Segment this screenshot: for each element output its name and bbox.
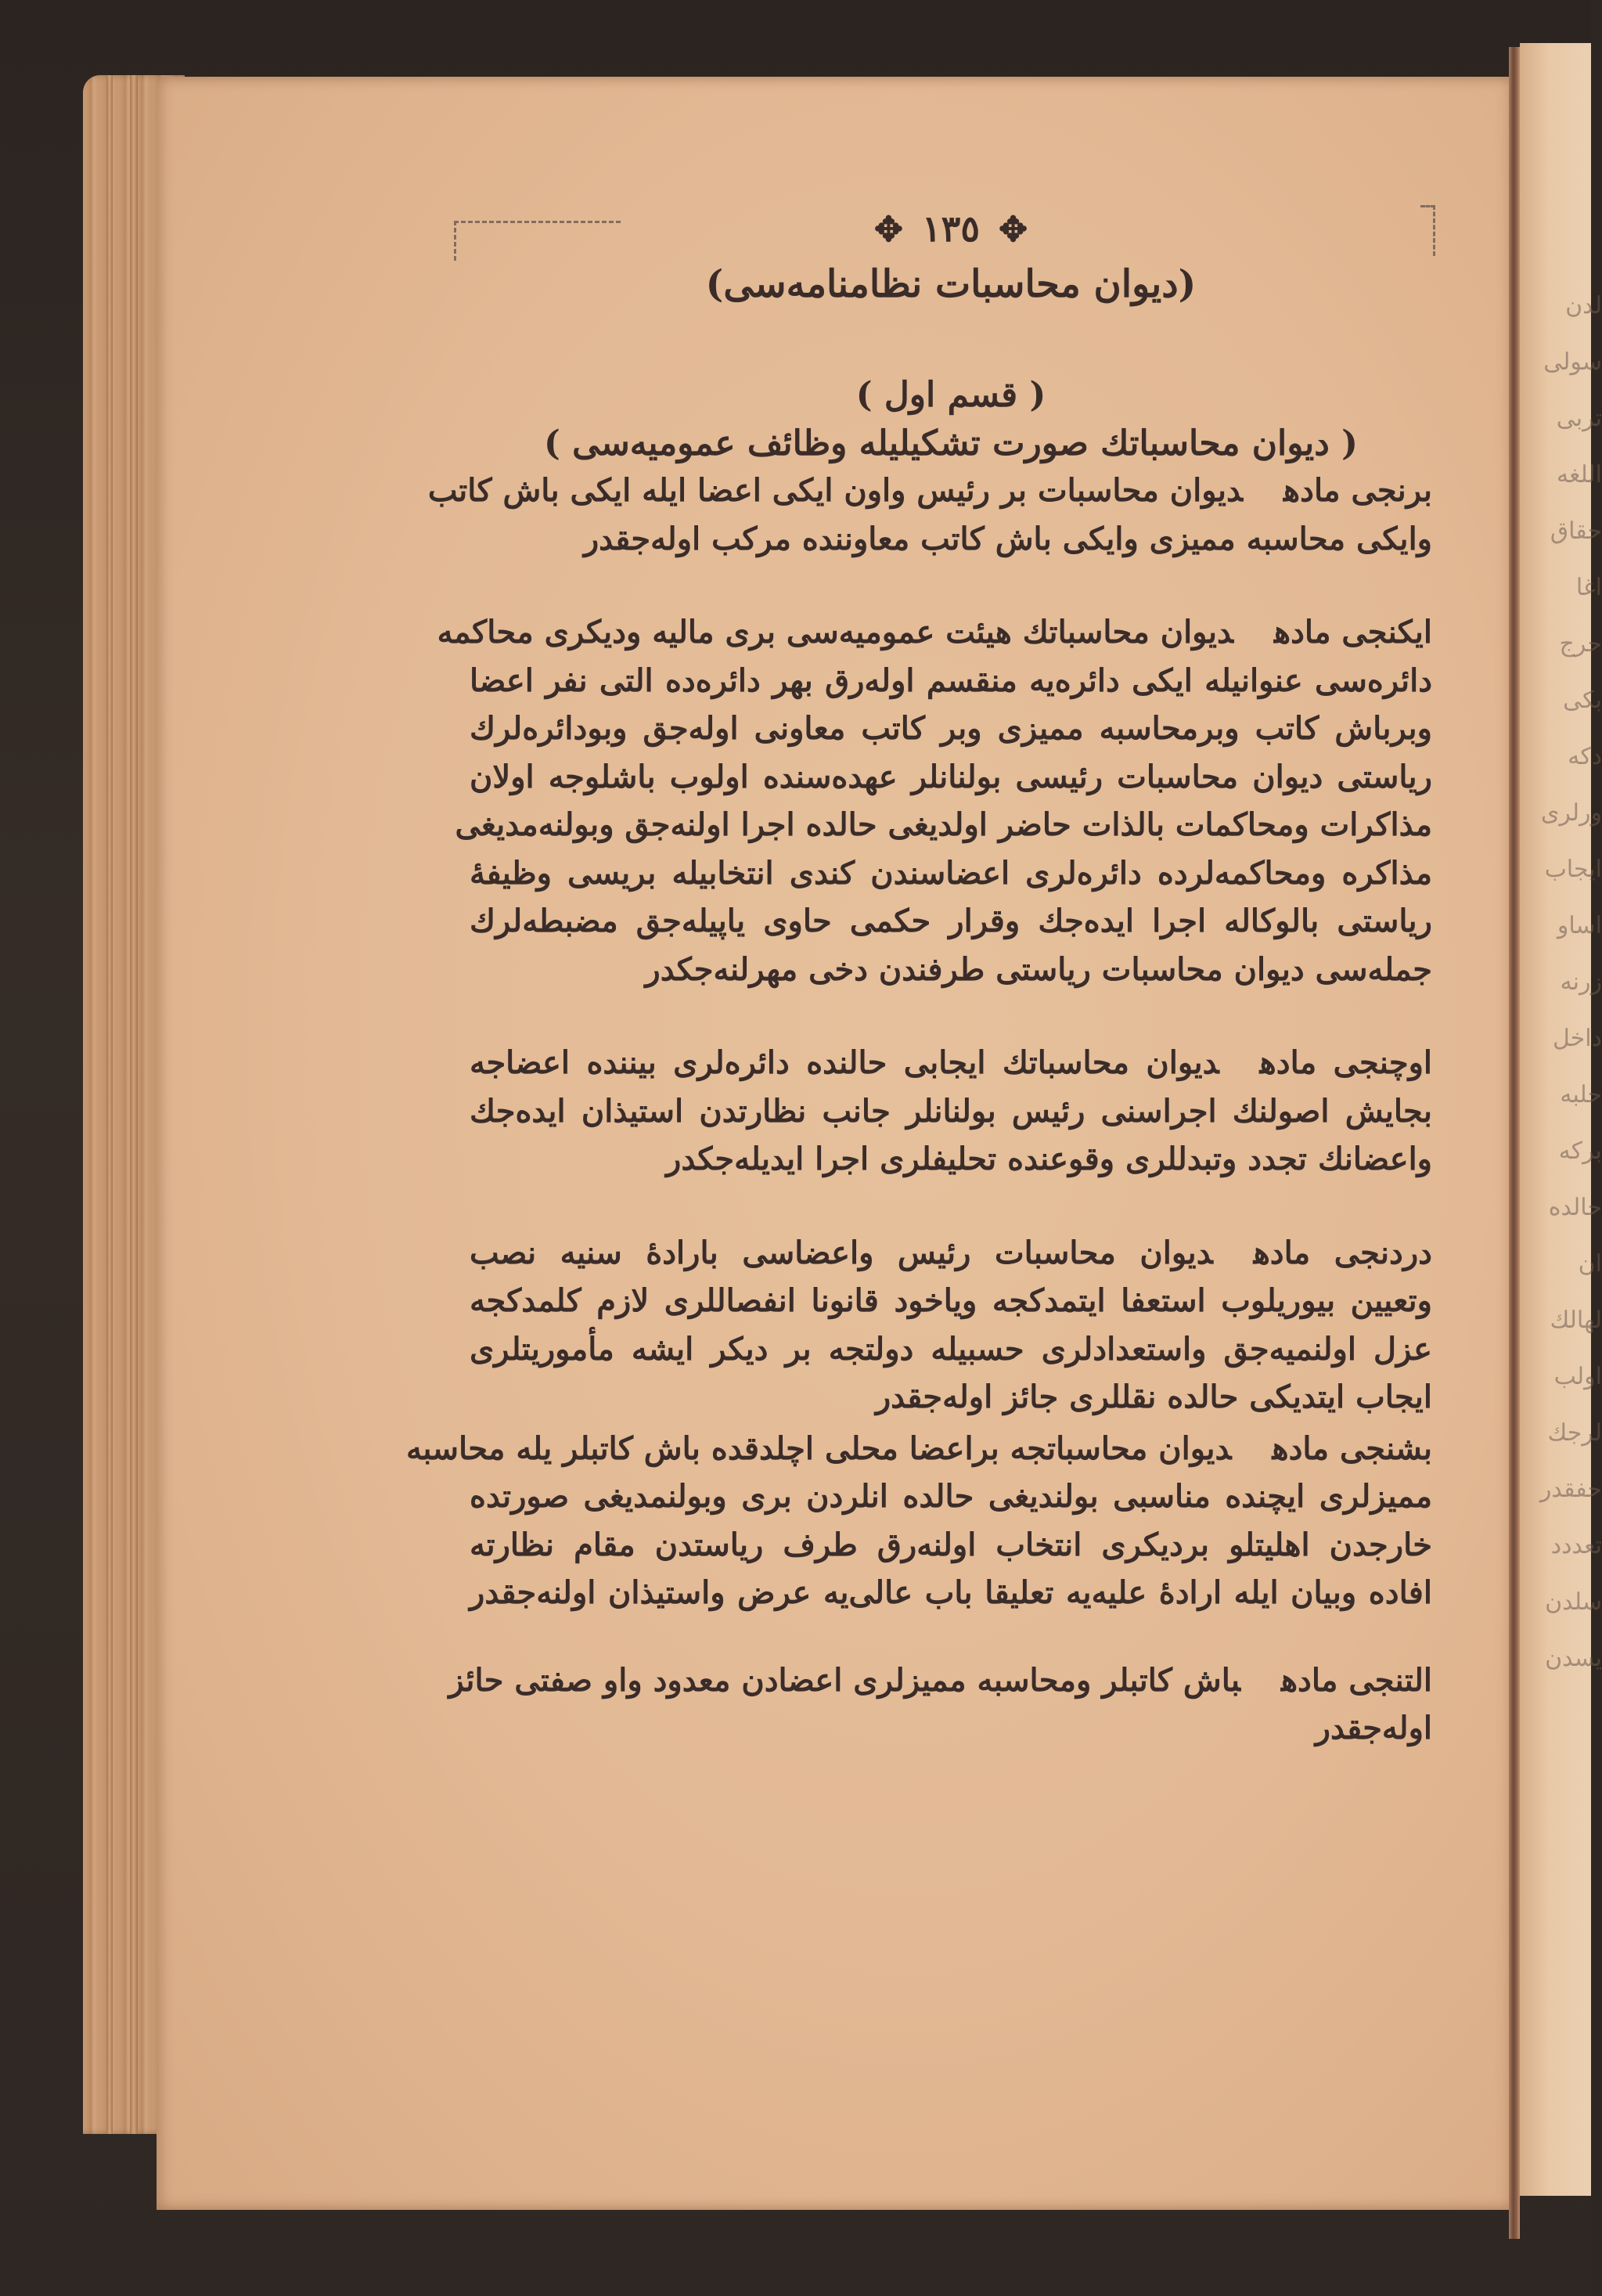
neighbor-page-fragment: لرجك (1547, 1419, 1602, 1447)
neighbor-page-fragment: تربی (1556, 405, 1602, 432)
article-text: دائره‌سی عنوانیله ایكی دائره‌یه منقسم اوله‌رق بهر دائره‌ده التی نفر اعضا (470, 661, 1432, 699)
article-text: وایكی محاسبه ممیزی وایكی باش كاتب معاوننده مركب اوله‌جقدر (583, 520, 1432, 557)
neighbor-page-fragment: حقاق (1550, 517, 1602, 545)
article-line (470, 1039, 1432, 1087)
article-line (437, 608, 1432, 657)
article-text: دیوان محاسباتك ایجابی حالنده دائره‌لری بیننده اعضاجه (470, 1044, 1219, 1081)
article-line (470, 1277, 1432, 1325)
article-text: باش كاتبلر ومحاسبه ممیزلری اعضادن معدود واو صفتی حائز (448, 1661, 1240, 1699)
article-line (455, 801, 1432, 849)
neighbor-page-fragment: دكه (1568, 743, 1602, 770)
article-line (470, 753, 1432, 802)
article-label: بشنجی ماده (1272, 1429, 1432, 1467)
spacer (470, 563, 1432, 608)
article-text: خارجدن اهلیتلو بردیكری انتخاب اولنه‌رق طرف ریاستدن مقام نظارته (470, 1526, 1432, 1563)
spacer (470, 1617, 1432, 1656)
neighbor-page-fragment: حالده (1548, 1194, 1602, 1221)
article-line (470, 705, 1432, 753)
neighbor-page-fragment: بركه (1558, 1137, 1602, 1165)
article-text: جمله‌سی دیوان محاسبات ریاستی طرفندن دخی مهرلنه‌جكدر (645, 950, 1432, 988)
article-line (405, 1425, 1432, 1473)
article-line (470, 1135, 1432, 1184)
neighbor-page-fragment: لهالك (1550, 1307, 1602, 1334)
article-line (470, 897, 1432, 946)
article-line (470, 515, 1432, 564)
article-text: وبرباش كاتب وبرمحاسبه ممیزی وبر كاتب معاونی اوله‌جق وبودائره‌لرك (470, 710, 1432, 747)
article (448, 1656, 1432, 1753)
neighbor-page-fragment: حفقدر (1539, 1476, 1602, 1503)
neighbor-page-fragment: اغا (1575, 574, 1602, 601)
article-text: دیوان محاسبات بر رئیس واون ایكی اعضا ایله ایكی باش كاتب (427, 472, 1244, 509)
article-text: مذاكرات ومحاكمات بالذات حاضر اولدیغی حالده اجرا اولنه‌جق وبولنه‌مدیغی (455, 806, 1432, 843)
page-number: ١٣٥ (921, 207, 981, 250)
neighbor-page-fragment: بكی (1563, 687, 1602, 714)
article-text: دیوان محاسباتجه براعضا محلی اچلدقده باش كاتبلر یله محاسبه (405, 1429, 1232, 1467)
article-line (470, 1521, 1432, 1570)
article-line (470, 1472, 1432, 1521)
neighbor-page-fragment: اولب (1553, 1363, 1602, 1390)
article (405, 1425, 1432, 1617)
neighbor-page-fragment: حرج (1559, 630, 1602, 658)
article-line (470, 1229, 1432, 1278)
article-text: ایجاب ایتدیكی حالده نقللری جائز اوله‌جقدر (875, 1379, 1432, 1415)
article-line (470, 1373, 1432, 1422)
neighbor-page-fragment: سلدن (1545, 1588, 1602, 1616)
neighbor-page-fragment: زرنه (1560, 968, 1602, 996)
section-title: ( قسم اول ) (855, 375, 1046, 415)
article-text: عزل اولنمیه‌جق واستعدادلری حسبیله دولتجه بر دیكر ایشه مأموریتلری (470, 1330, 1432, 1368)
article-line (470, 1325, 1432, 1374)
article-line (427, 467, 1432, 515)
article-text: اوله‌جقدر (1315, 1710, 1432, 1746)
floral-ornament-icon: ✥ (999, 210, 1028, 250)
article-text: دیوان محاسباتك هیئت عمومیه‌سی بری مالیه ودیكری محاكمه (437, 614, 1233, 651)
neighbor-page-fragment: ان (1578, 1250, 1602, 1278)
article (470, 1039, 1432, 1184)
article-text: بجایش اصولنك اجراسنی رئیس بولنانلر جانب نظارتدن استیذان ایده‌جك (470, 1092, 1432, 1130)
document-title: (دیوان محاسبات نظامنامه‌سی) (705, 262, 1197, 306)
section-subtitle: ( دیوان محاسباتك صورت تشكیلیله وظائف عمومیه‌سی ) (544, 424, 1358, 463)
neighbor-page-fragment: تعددد (1550, 1532, 1602, 1559)
floral-ornament-icon: ✥ (874, 210, 903, 250)
article-label: التنجی ماده (1280, 1661, 1432, 1699)
page-header (470, 205, 1432, 257)
article (427, 467, 1432, 563)
neighbor-page-fragment: اللغه (1557, 461, 1602, 488)
neighbor-page-fragment: حلبه (1560, 1081, 1602, 1108)
article-text: وتعیین بیوریلوب استعفا ایتمدكجه ویاخود قانونا انفصاللری لازم كلمدكجه (470, 1282, 1432, 1319)
article-label: اوچنجی ماده (1259, 1044, 1432, 1081)
article-line (470, 946, 1432, 994)
article-text: دیوان محاسبات رئیس واعضاسی بارادهٔ سنیه نصب (470, 1234, 1213, 1271)
spacer (470, 993, 1432, 1039)
article-text: ریاستی دیوان محاسبات رئیسی بولنانلر عهده‌سنده اولوب باشلوجه اولان (470, 758, 1432, 795)
spacer (470, 1184, 1432, 1229)
article-line (470, 1569, 1432, 1617)
neighbor-page-fragment: داخل (1553, 1025, 1602, 1052)
article-text: مذاكره ومحاكمه‌لرده دائره‌لری اعضاسندن كندی انتخابیله بریسی وظیفهٔ (470, 854, 1432, 892)
neighbor-page-fragment: یسدن (1545, 1645, 1602, 1672)
article-line (470, 1087, 1432, 1136)
article (470, 1229, 1432, 1422)
article-line (470, 1704, 1432, 1753)
article-text: ریاستی بالوكاله اجرا ایده‌جك وقرار حكمی حاوی یاپیله‌جق مضبطه‌لرك (470, 903, 1432, 939)
page-stack-groove (130, 75, 138, 2134)
book-gutter (1509, 47, 1520, 2239)
neighbor-page-fragment: اساو (1557, 912, 1602, 939)
article-label: دردنجی ماده (1253, 1234, 1432, 1271)
article-line (470, 657, 1432, 705)
article-text: واعضانك تجدد وتبدللری وقوعنده تحلیفلری اجرا ایدیله‌جكدر (666, 1141, 1432, 1177)
page-text-block (405, 205, 1432, 1753)
article (437, 608, 1432, 993)
neighbor-page-fragment: لدن (1565, 292, 1602, 319)
article-line (470, 849, 1432, 898)
article-label: برنجی ماده (1283, 472, 1432, 509)
page-stack-groove (106, 75, 113, 2134)
neighbor-page-text (1532, 278, 1602, 1687)
article-text: افاده وبیان ایله ارادهٔ علیه‌یه تعلیقا باب عالی‌یه عرض واستیذان اولنه‌جقدر (470, 1574, 1432, 1611)
neighbor-page-fragment: سولی (1543, 348, 1602, 376)
neighbor-page-fragment: ورلری (1540, 799, 1602, 827)
article-line (448, 1656, 1432, 1705)
neighbor-page-fragment: ایجاب (1544, 856, 1602, 883)
article-text: ممیزلری ایچنده مناسبی بولندیغی حالده انلردن بری وبولنمدیغی صورتده (470, 1478, 1432, 1515)
article-label: ایكنجی ماده (1273, 614, 1432, 651)
neighbor-page-sliver (1520, 43, 1602, 2196)
